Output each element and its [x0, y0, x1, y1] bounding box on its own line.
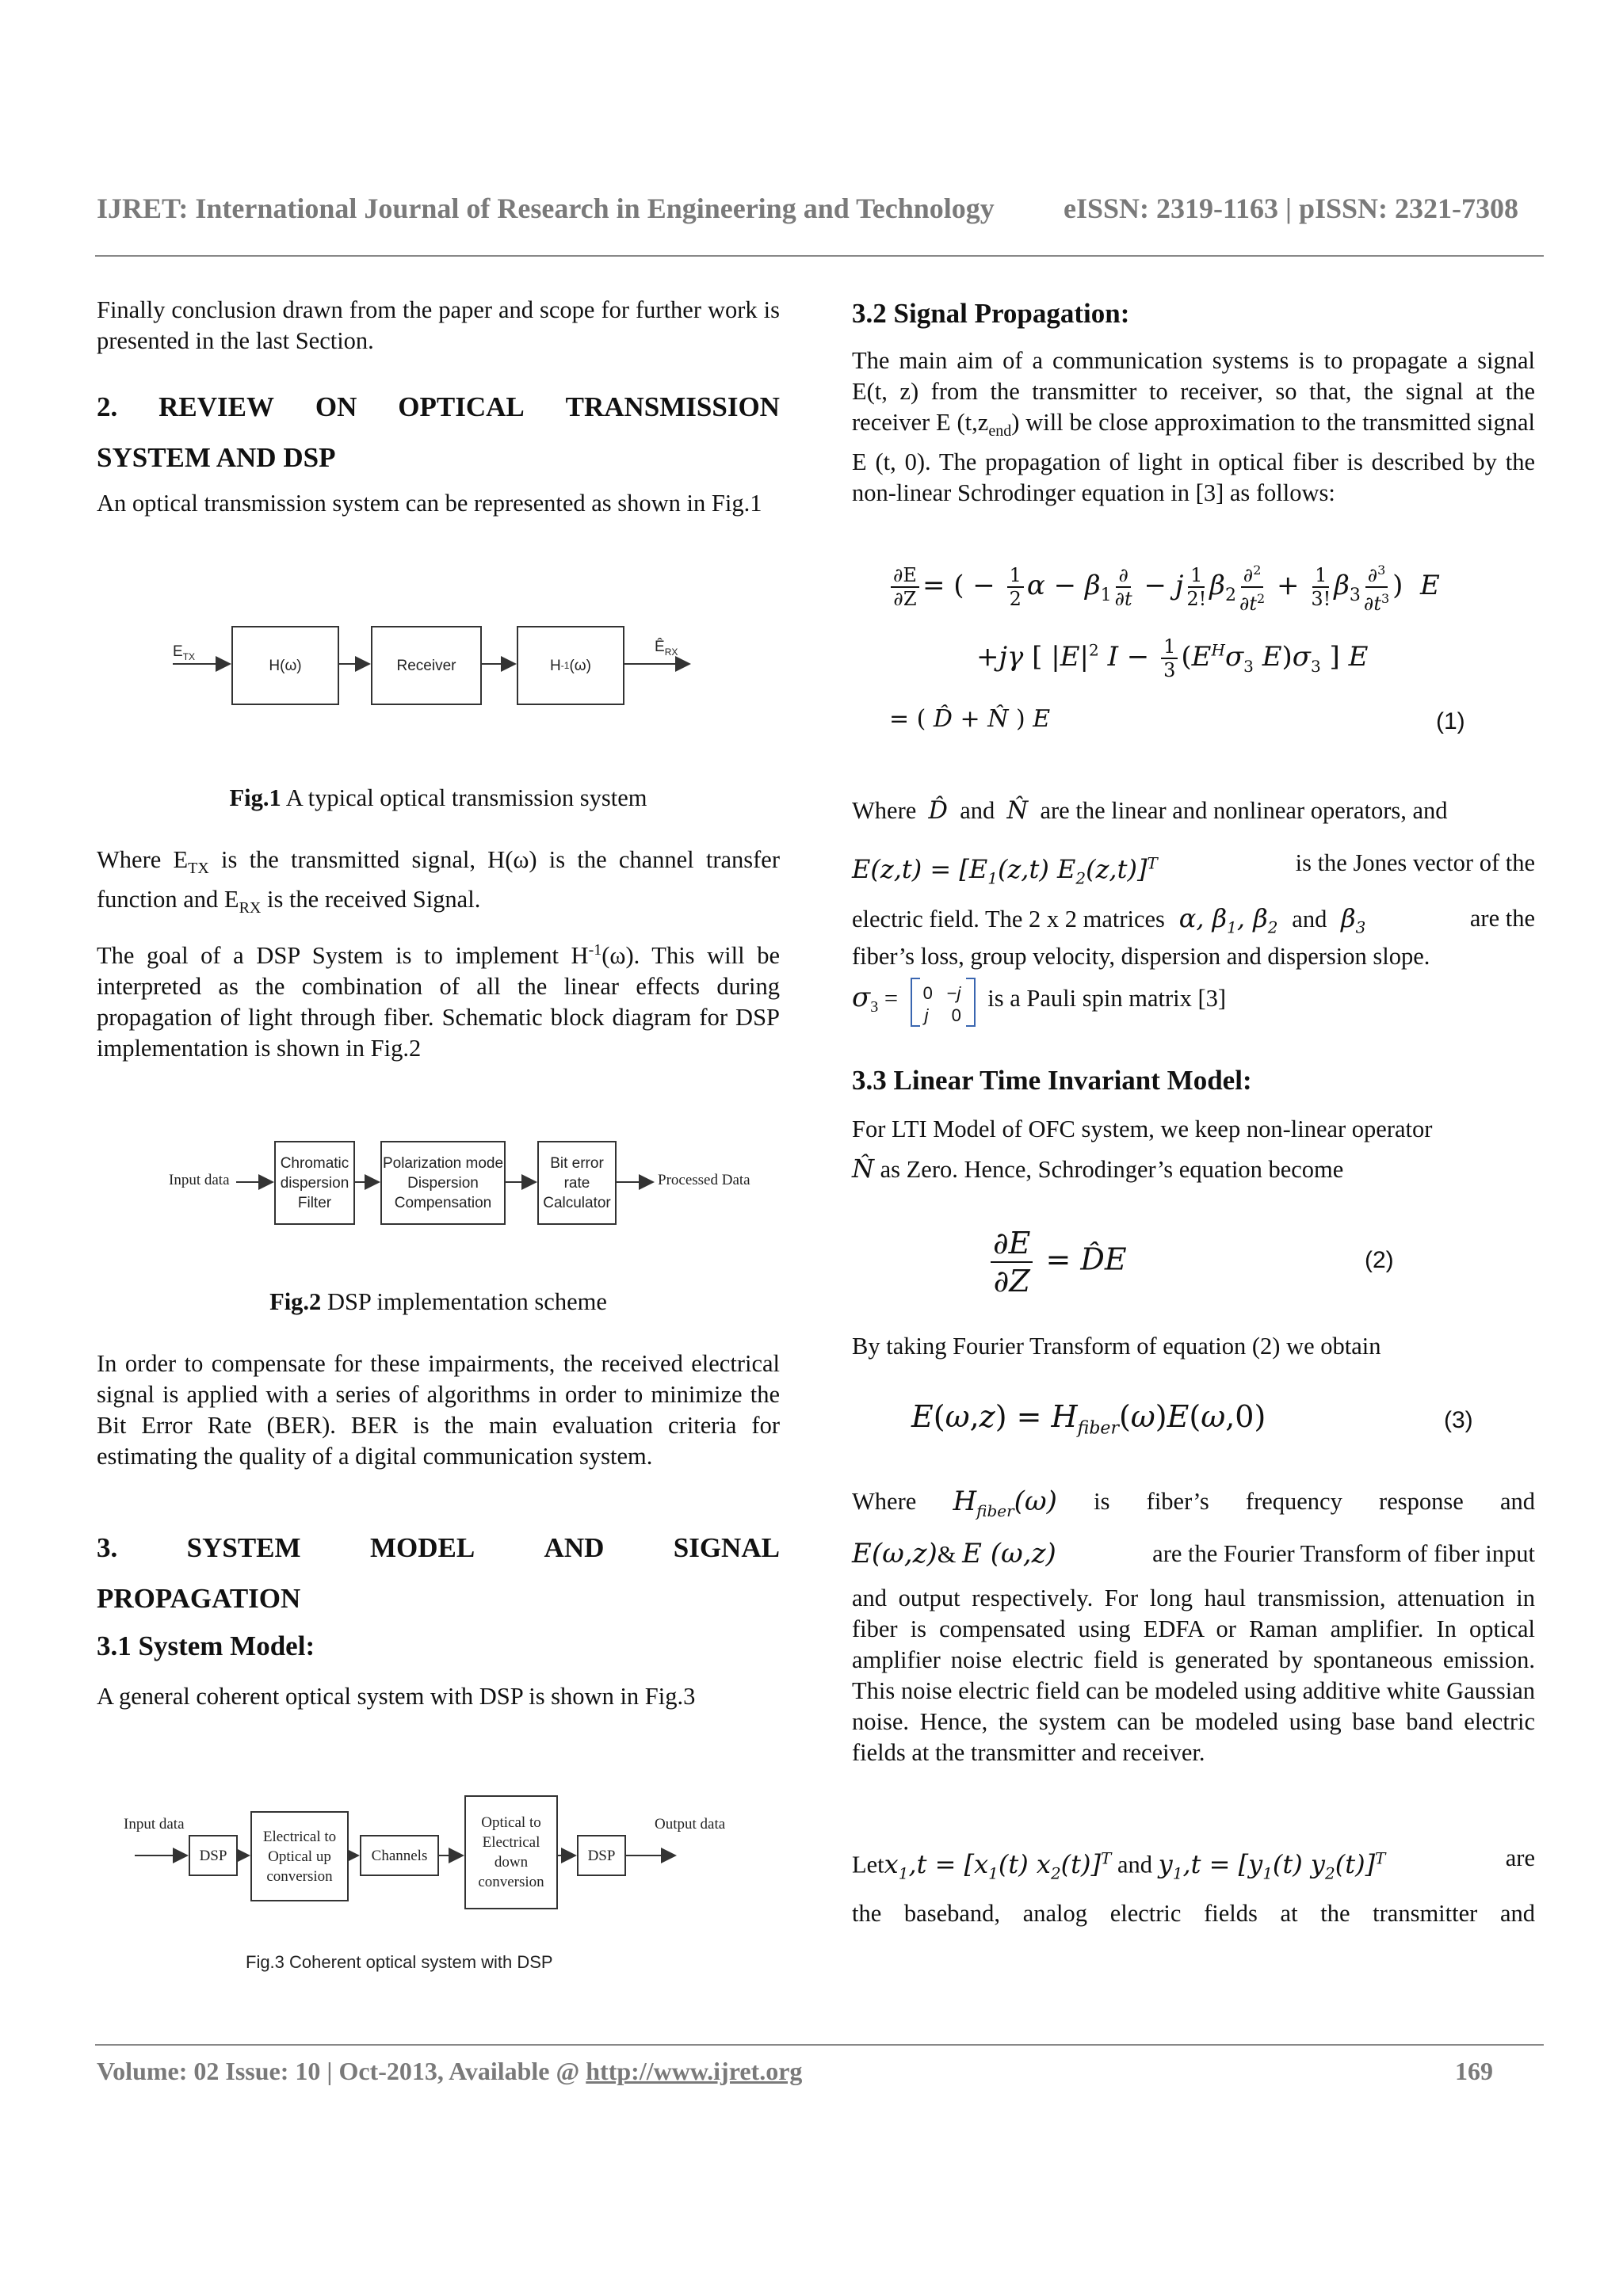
fig3-block-eo-conversion: Electrical to Optical up conversion [250, 1811, 349, 1901]
journal-title: IJRET: International Journal of Research in Engineering and Technology [97, 193, 995, 224]
goal-paragraph: The goal of a DSP System is to implement $H^{-1}(\omega)$. This will be interpreted as the combination of all the linear effects during propagation of light through fiber. Schematic block diagram for DSP implementation is shown in Fig.2 [97, 941, 780, 1062]
fig1-block-receiver: Receiver [371, 626, 482, 705]
heading-word: MODEL [369, 1532, 475, 1563]
fiber-loss-line: fiber’s loss, group velocity, dispersion and dispersion slope. [852, 943, 1430, 970]
left-column [97, 295, 780, 357]
header-rule [95, 255, 1544, 257]
figure-3-diagram [120, 1787, 747, 1906]
section-3-1-title: 3.1 System Model: [97, 1630, 315, 1661]
fig1-output-label: $Ê_{RX}$ [655, 639, 678, 658]
equation-3: $E(\omega,z) = H_{fiber}(\omega)E(\omega,0)$ [911, 1399, 1266, 1439]
heading-word: REVIEW [158, 391, 274, 422]
equation-1-number: (1) [1436, 708, 1465, 734]
figure-3-caption: Fig.3 Coherent optical system with DSP [246, 1952, 553, 1972]
figure-1-caption: Fig.1 A typical optical transmission system [229, 784, 647, 811]
section-2-paragraph: An optical transmission system can be represented as shown in Fig.1 [97, 490, 762, 517]
where-hfiber-line: Where $H_{fiber}(\omega)$ is fiber’s frequency response and [852, 1486, 1535, 1520]
fig2-output-label: Processed Data [658, 1172, 750, 1188]
journal-issn: eISSN: 2319-1163 | pISSN: 2321-7308 [1064, 193, 1518, 224]
fig1-block-h: H(ω) [231, 626, 339, 705]
heading-word: SYSTEM [186, 1532, 301, 1563]
section-2-heading [97, 382, 780, 483]
footer-rule [95, 2044, 1544, 2046]
where-operators-line: Where D̂ and N̂ are the linear and nonlinear operators, and [852, 797, 1448, 825]
heading-word: AND [544, 1532, 605, 1563]
jones-vector-line: $E(z,t) = [E_1(z,t)$ $E_2(z,t)]^T$ is the Jones vector of the [852, 849, 1535, 888]
equation-1-line-3: = ( D̂ + N̂ ) E [889, 705, 1051, 733]
equation-3-number: (3) [1444, 1407, 1473, 1433]
equation-2: $\frac{\partial E}{\partial Z}$ = D̂E [987, 1225, 1127, 1299]
figure-1-diagram [166, 626, 705, 705]
heading-line-2: SYSTEM AND DSP [97, 442, 336, 473]
section-3-2-paragraph: The main aim of a communication systems is to propagate a signal E(t, z) from the transmitter to receiver, so that, the signal at the receiver E $(t,z_{end})$ will be close approximation to the transmitted signal E (t, 0). The propagation of light in optical fiber is described by the non-linear Schrodinger equation in [3] as follows: [852, 347, 1535, 507]
fig1-block-hinverse: H -1 (ω) [517, 626, 624, 705]
pauli-matrix: 0 −j j 0 [911, 978, 976, 1024]
where-etx-paragraph: Where $E_{TX}$ is the transmitted signal, H(ω) is the channel transfer function and $E_{RX}$ is the received Signal. [97, 846, 781, 917]
fig2-input-label: Input data [169, 1172, 230, 1188]
matrices-line: electric field. The 2 x 2 matrices α, $\beta_1$, $\beta_2$ and $\beta_3$ are the [852, 903, 1535, 937]
fig3-block-oe-conversion: Optical to Electrical down conversion [464, 1795, 558, 1909]
section-3-3-line-2: N̂ as Zero. Hence, Schrodinger’s equation become [852, 1154, 1344, 1184]
baseband-line: the baseband, analog electric fields at the transmitter and [852, 1900, 1535, 1927]
journal-header [97, 192, 1518, 225]
fig3-input-label: Input data [124, 1816, 185, 1833]
intro-paragraph: Finally conclusion drawn from the paper and scope for further work is presented in the last Section. [97, 296, 780, 354]
section-3-3-line-1: For LTI Model of OFC system, we keep non-linear operator [852, 1116, 1433, 1142]
let-fields-line: Letx$_1$,t = [$x_1(t)$ $x_2(t)]^T$ and $y_1,t = [y_1(t)$ $y_2(t)]^T$ are [852, 1844, 1535, 1883]
heading-word: ON [315, 391, 357, 422]
footer-volume: Volume: 02 Issue: 10 | Oct-2013, Available @ http://www.ijret.org [97, 2057, 803, 2085]
equation-2-number: (2) [1365, 1247, 1394, 1273]
figure-2-caption: Fig.2 DSP implementation scheme [269, 1288, 607, 1315]
fig3-block-dsp-tx: DSP [189, 1835, 238, 1876]
footer-link[interactable]: http://www.ijret.org [586, 2057, 803, 2085]
figure-2-diagram [166, 1141, 753, 1223]
fig2-block-polarization: Polarization mode Dispersion Compensation [380, 1141, 506, 1225]
section-3-3-title: 3.3 Linear Time Invariant Model: [852, 1065, 1252, 1096]
heading-word: 3. [97, 1532, 118, 1563]
heading-word: 2. [97, 391, 118, 422]
equation-1-line-2: +jγ [ $|E|^2$ I − $\frac{1}{3}$ ($E^H\sigma_3$ $E)\sigma_3$ ] E [976, 635, 1369, 681]
fig2-block-ber: Bit error rate Calculator [537, 1141, 617, 1225]
section-3-2-title: 3.2 Signal Propagation: [852, 298, 1130, 329]
heading-word: OPTICAL [398, 391, 525, 422]
heading-word: SIGNAL [673, 1532, 780, 1563]
section-3-heading [97, 1523, 780, 1624]
heading-word: TRANSMISSION [565, 391, 780, 422]
fourier-pair-line: E(ω,z)& E (ω,z) are the Fourier Transform of fiber input [852, 1538, 1535, 1569]
section-3-1-paragraph: A general coherent optical system with DSP is shown in Fig.3 [97, 1683, 696, 1710]
fig2-block-chromatic: Chromatic dispersion Filter [274, 1141, 355, 1225]
pauli-line: $\sigma_3$ = 0 −j j 0 is a Pauli spin matrix [3] [852, 978, 1535, 1024]
fig3-block-dsp-rx: DSP [577, 1835, 626, 1876]
compensate-paragraph: In order to compensate for these impairments, the received electrical signal is applied with a series of algorithms in order to minimize the Bit Error Rate (BER). BER is the main evaluation criteria for estimating the quality of a digital communication system. [97, 1350, 780, 1470]
equation-1-line-1: $\frac{\partial E}{\partial Z}$ = ( − $\frac{1}{2}$ $\alpha - \beta_1$ $\frac{\partial}{\partial t}$ − j $\frac{1}{2!}$ $\beta_2$ $\frac{\partial^2}{\partial t^2}$ + $\frac{1}{3!}$ $\beta_3$ $\frac{\partial^3}{\partial t^3}$ ) E [888, 559, 1440, 615]
page-number: 169 [1455, 2057, 1493, 2085]
fig3-output-label: Output data [655, 1816, 726, 1833]
fourier-transform-line: By taking Fourier Transform of equation (2) we obtain [852, 1333, 1381, 1360]
output-paragraph: and output respectively. For long haul transmission, attenuation in fiber is compensated using EDFA or Raman amplifier. In optical amplifier noise electric field is generated by spontaneous emission. This noise electric field can be modeled using additive white Gaussian noise. Hence, the system can be modeled using base band electric fields at the transmitter and receiver. [852, 1585, 1535, 1766]
heading-line-2: PROPAGATION [97, 1583, 301, 1614]
fig3-block-channels: Channels [360, 1835, 439, 1876]
fig1-input-label: $E_{TX}$ [173, 643, 196, 662]
